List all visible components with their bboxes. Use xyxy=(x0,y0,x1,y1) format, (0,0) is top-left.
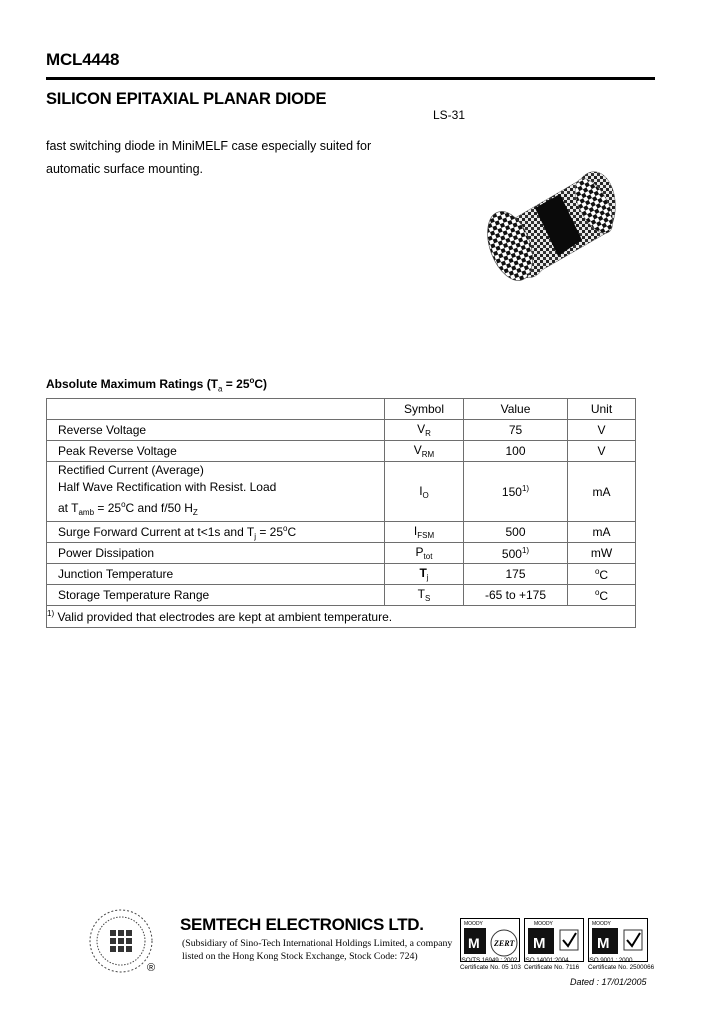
semtech-logo-icon xyxy=(88,908,154,974)
unit-cell: V xyxy=(568,441,636,462)
table-row xyxy=(47,522,636,543)
table-row xyxy=(47,420,636,441)
part-number: MCL4448 xyxy=(46,50,120,69)
header-parameter xyxy=(47,399,385,420)
table-row xyxy=(47,441,636,462)
unit-cell: mW xyxy=(568,543,636,564)
table-row xyxy=(47,543,636,564)
svg-text:M: M xyxy=(533,935,546,952)
value-cell: 500 xyxy=(464,522,568,543)
table-note-row xyxy=(47,606,636,628)
param-cell: Junction Temperature xyxy=(47,564,385,585)
unit-cell: mA xyxy=(568,462,636,522)
cert-3-standard: ISO 9001 : 2000 xyxy=(588,957,633,964)
svg-text:MOODY: MOODY xyxy=(534,921,553,927)
symbol-cell: $I_O$ xyxy=(385,462,464,522)
symbol-cell: $V_R$ xyxy=(385,420,464,441)
table-header-row xyxy=(47,399,636,420)
unit-cell: $^o$C xyxy=(568,585,636,606)
symbol-cell: $P_{tot}$ xyxy=(385,543,464,564)
value-cell: 75 xyxy=(464,420,568,441)
registered-mark: ® xyxy=(147,962,156,974)
cert-2-standard: ISO 14001:2004 xyxy=(524,957,569,964)
unit-cell: $^o$C xyxy=(568,564,636,585)
param-cell: Power Dissipation xyxy=(47,543,385,564)
company-name: SEMTECH ELECTRONICS LTD. xyxy=(180,915,424,934)
header-unit: Unit xyxy=(568,399,636,420)
symbol-cell: $T_S$ xyxy=(385,585,464,606)
symbol-cell: $I_{FSM}$ xyxy=(385,522,464,543)
company-subline-2: listed on the Hong Kong Stock Exchange, Stock Code: 724) xyxy=(182,951,418,962)
value-cell: 100 xyxy=(464,441,568,462)
header-rule xyxy=(46,77,655,80)
param-cell: Peak Reverse Voltage xyxy=(47,441,385,462)
value-cell: 150$^{1)}$ xyxy=(464,462,568,522)
footnote: $^{1)}$ Valid provided that electrodes are kept at ambient temperature. xyxy=(47,606,636,628)
cert-3-number: Certificate No. 2500066 xyxy=(588,964,655,971)
header-symbol: Symbol xyxy=(385,399,464,420)
cert-1-number: Certificate No. 05 103 xyxy=(460,964,521,971)
symbol-cell: $T_j$ xyxy=(385,564,464,585)
unit-cell: mA xyxy=(568,522,636,543)
description-line-1: fast switching diode in MiniMELF case especially suited for xyxy=(46,139,372,153)
document-date: Dated : 17/01/2005 xyxy=(570,977,647,987)
symbol-cell: $V_{RM}$ xyxy=(385,441,464,462)
svg-text:MOODY: MOODY xyxy=(592,921,611,927)
ratings-heading: Absolute Maximum Ratings $(T_a = 25^oC)$ xyxy=(46,376,268,394)
value-cell: 500$^{1)}$ xyxy=(464,543,568,564)
header-value: Value xyxy=(464,399,568,420)
table-row xyxy=(47,585,636,606)
table-row xyxy=(47,564,636,585)
param-cell: Reverse Voltage xyxy=(47,420,385,441)
cert-2-number: Certificate No. 7116 xyxy=(524,964,580,971)
svg-text:MOODY: MOODY xyxy=(464,921,483,927)
minimelf-diode-image xyxy=(480,170,620,295)
param-cell: Rectified Current (Average) Half Wave Rectification with Resist. Load at $T_{amb} = 25^oC$ and f/50 $H_Z$ xyxy=(47,462,385,522)
value-cell: 175 xyxy=(464,564,568,585)
absolute-maximum-ratings-table xyxy=(46,398,636,628)
document-title: SILICON EPITAXIAL PLANAR DIODE xyxy=(46,90,327,108)
param-cell: Storage Temperature Range xyxy=(47,585,385,606)
param-cell: Surge Forward Current at t<1s and $T_j = 25^oC$ xyxy=(47,522,385,543)
description-line-2: automatic surface mounting. xyxy=(46,162,204,176)
svg-text:ZERT: ZERT xyxy=(494,939,515,948)
svg-text:M: M xyxy=(468,935,480,951)
company-subline-1: (Subsidiary of Sino-Tech International Holdings Limited, a company xyxy=(182,938,453,949)
unit-cell: V xyxy=(568,420,636,441)
svg-text:M: M xyxy=(597,935,610,952)
value-cell: -65 to +175 xyxy=(464,585,568,606)
package-label: LS-31 xyxy=(433,108,466,122)
table-row xyxy=(47,462,636,522)
cert-1-standard: ISO/TS 16949 : 2002 xyxy=(460,957,518,964)
